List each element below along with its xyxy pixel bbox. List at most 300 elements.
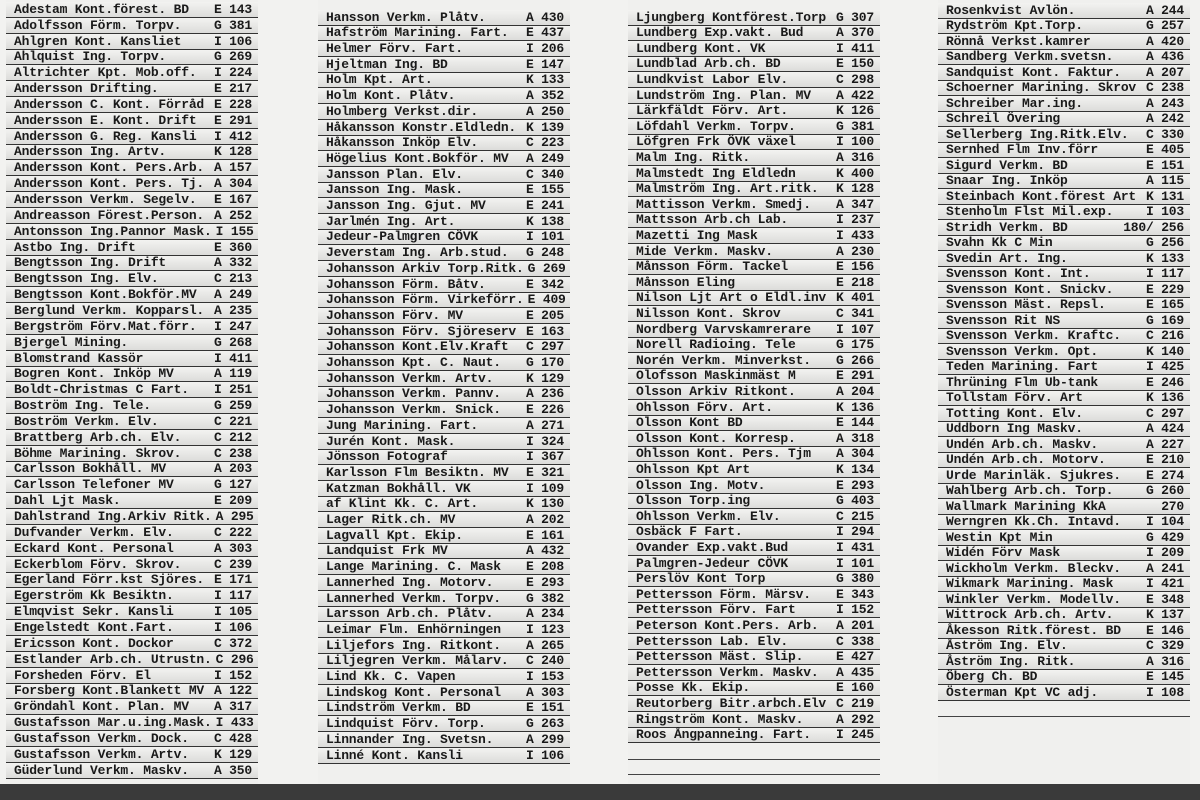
entry-code: C 338 [835, 633, 874, 649]
list-item [628, 260, 880, 276]
entry-code: A 318 [835, 430, 874, 446]
entry-name: Svahn Kk C Min [946, 235, 1053, 250]
list-item [6, 145, 258, 161]
list-item [318, 340, 570, 356]
list-item [628, 135, 880, 151]
entry-code: G 403 [835, 493, 874, 509]
entry-code: I 153 [525, 669, 564, 685]
entry-name: Dufvander Verkm. Elv. [14, 524, 174, 540]
entry-name: Lindskog Kont. Personal [326, 684, 501, 700]
list-item [318, 183, 570, 199]
list-item [318, 560, 570, 576]
entry-code: I 411 [213, 350, 252, 366]
scan-bottom-edge [0, 784, 1200, 800]
entry-name: Svensson Mäst. Repsl. [946, 297, 1106, 312]
list-item [938, 50, 1190, 66]
list-item [938, 143, 1190, 159]
entry-name: Lärkfäldt Förv. Art. [636, 103, 789, 119]
entry-name: Blomstrand Kassör [14, 350, 144, 366]
entry-name: Nordberg Varvskamrerare [636, 321, 811, 337]
entry-code: A 236 [525, 386, 564, 402]
list-item [318, 638, 570, 654]
entry-name: Snaar Ing. Inköp [946, 173, 1068, 188]
list-item [938, 670, 1190, 686]
directory-column-2 [318, 0, 570, 784]
entry-name: Andersson Ing. Artv. [14, 144, 167, 160]
directory-column-4 [938, 0, 1190, 784]
entry-name: Jansson Plan. Elv. [326, 166, 463, 182]
entry-name: Stenholm Flst Mil.exp. [946, 204, 1114, 219]
list-item [938, 623, 1190, 639]
list-item [318, 10, 570, 26]
list-item [938, 515, 1190, 531]
list-item [318, 293, 570, 309]
entry-name: Eckerblom Förv. Skrov. [14, 556, 182, 572]
entry-code: I 109 [525, 480, 564, 496]
entry-name: Werngren Kk.Ch. Intavd. [946, 514, 1121, 529]
entry-code: A 435 [835, 664, 874, 680]
entry-name: Månsson Förm. Tackel [636, 259, 789, 275]
entry-name: Mazetti Ing Mask [636, 227, 758, 243]
list-item [628, 197, 880, 213]
entry-code: K 133 [525, 72, 564, 88]
entry-code: I 106 [213, 619, 252, 635]
entry-name: Andersson Verkm. Segelv. [14, 192, 197, 208]
entry-code: A 303 [213, 540, 252, 556]
list-item [6, 192, 258, 208]
entry-code: C 297 [1145, 405, 1184, 421]
entry-name: Johansson Kont.Elv.Kraft [326, 339, 509, 355]
entry-name: Svensson Rit NS [946, 312, 1061, 328]
entry-name: Dahlstrand Ing.Arkiv Ritk. [14, 509, 212, 525]
entry-name: Forsberg Kont.Blankett MV [14, 683, 205, 699]
list-item [628, 119, 880, 135]
entry-name: Johansson Förm. Virkeförr. [326, 292, 524, 308]
list-item [628, 244, 880, 260]
list-item [938, 3, 1190, 19]
entry-code: E 167 [213, 192, 252, 208]
entry-code: A 235 [213, 302, 252, 318]
entry-code: G 307 [835, 9, 874, 25]
entry-name: Wahlberg Arb.ch. Torp. [946, 483, 1114, 498]
entry-name: Stridh Verkm. BD [946, 219, 1068, 235]
entry-code: E 145 [1145, 669, 1184, 684]
list-item [318, 104, 570, 120]
entry-name: Schreil Övering [946, 111, 1061, 126]
entry-name: Undén Arb.ch. Maskv. [946, 436, 1099, 452]
entry-code: I 237 [835, 212, 874, 228]
entry-code: E 343 [835, 586, 874, 602]
entry-name: Bogren Kont. Inköp MV [14, 366, 174, 382]
entry-code: A 202 [525, 512, 564, 528]
entry-name: Wikmark Marining. Mask [946, 576, 1114, 591]
entry-code: G 380 [835, 571, 874, 587]
entry-code: K 128 [213, 144, 252, 160]
entry-code: I 104 [1145, 514, 1184, 529]
entry-code: E 293 [835, 477, 874, 493]
entry-code: A 347 [835, 196, 874, 212]
entry-code: E 229 [1145, 281, 1184, 297]
directory-column-3 [628, 0, 880, 784]
entry-code: I 412 [213, 128, 252, 144]
list-item [938, 577, 1190, 593]
entry-code: C 340 [525, 166, 564, 182]
list-item [628, 88, 880, 104]
entry-code: A 249 [213, 287, 252, 303]
entry-name: Hafström Marining. Fart. [326, 25, 509, 41]
entry-name: Johansson Kpt. C. Naut. [326, 355, 501, 371]
list-item [938, 65, 1190, 81]
list-item [318, 355, 570, 371]
list-item [628, 728, 880, 744]
entry-name: Lange Marining. C. Mask [326, 559, 501, 575]
list-item [938, 236, 1190, 252]
list-item [318, 308, 570, 324]
entry-code: G 127 [213, 477, 252, 493]
entry-code: E 348 [1145, 591, 1184, 607]
list-item [628, 650, 880, 666]
entry-code: A 122 [213, 683, 252, 699]
entry-code: G 266 [835, 352, 874, 368]
entry-name: Perslöv Kont Torp [636, 571, 766, 587]
list-item [628, 462, 880, 478]
entry-code: A 299 [525, 731, 564, 747]
list-item [938, 81, 1190, 97]
entry-code: A 119 [213, 366, 252, 382]
entry-code: E 210 [1145, 452, 1184, 467]
entry-name: Johansson Verkm. Pannv. [326, 386, 501, 402]
list-item [938, 608, 1190, 624]
list-item [6, 129, 258, 145]
list-item [6, 271, 258, 287]
entry-name: Malmström Ing. Art.ritk. [636, 181, 819, 197]
entry-name: Westin Kpt Min [946, 529, 1053, 545]
entry-code: K 138 [525, 213, 564, 229]
entry-name: Pettersson Förm. Märsv. [636, 586, 811, 602]
entry-code: A 244 [1145, 2, 1184, 18]
entry-name: Johansson Förm. Båtv. [326, 276, 486, 292]
entry-name: Bengtsson Ing. Elv. [14, 271, 159, 287]
list-item [318, 277, 570, 293]
list-item [628, 104, 880, 120]
entry-code: A 115 [1145, 173, 1184, 188]
entry-code: I 224 [213, 65, 252, 81]
list-item [6, 525, 258, 541]
list-item [318, 198, 570, 214]
entry-code: K 129 [213, 746, 252, 762]
entry-code: I 152 [835, 602, 874, 618]
entry-code: I 421 [1145, 576, 1184, 591]
list-item [318, 371, 570, 387]
entry-name: Hansson Verkm. Plåtv. [326, 9, 486, 25]
list-item [6, 161, 258, 177]
entry-code: E 405 [1145, 142, 1184, 157]
entry-name: Sandquist Kont. Faktur. [946, 64, 1121, 80]
entry-name: Jarlmén Ing. Art. [326, 213, 456, 229]
entry-name: Ringström Kont. Maskv. [636, 711, 804, 727]
entry-code: A 420 [1145, 33, 1184, 49]
entry-name: Malmstedt Ing Eldledn [636, 165, 796, 181]
entry-code: E 218 [835, 274, 874, 290]
list-item [6, 462, 258, 478]
entry-code: G 381 [213, 17, 252, 33]
list-item [6, 699, 258, 715]
list-item [628, 634, 880, 650]
entry-code: C 213 [213, 271, 252, 287]
list-item [628, 182, 880, 198]
entry-code: G 175 [835, 337, 874, 353]
list-item [6, 81, 258, 97]
list-item [6, 335, 258, 351]
entry-name: Jeverstam Ing. Arb.stud. [326, 245, 509, 261]
entry-code: K 400 [835, 165, 874, 181]
entry-name: Norell Radioing. Tele [636, 337, 796, 353]
list-item [6, 557, 258, 573]
entry-name: Johansson Förv. MV [326, 307, 463, 323]
entry-code: I 155 [215, 223, 254, 239]
entry-name: Wallmark Marining KkA [946, 498, 1106, 514]
list-item [6, 97, 258, 113]
list-item [318, 136, 570, 152]
blank-ruled-line [628, 743, 880, 760]
list-item [6, 509, 258, 525]
entry-code: A 234 [525, 606, 564, 622]
entry-code: C 222 [213, 524, 252, 540]
list-item [628, 447, 880, 463]
entry-code: A 352 [525, 88, 564, 104]
list-item [628, 57, 880, 73]
list-item [6, 541, 258, 557]
list-item [318, 151, 570, 167]
list-item [6, 367, 258, 383]
entry-code: I 433 [215, 715, 254, 731]
list-item [628, 306, 880, 322]
entry-name: Lundblad Arb.ch. BD [636, 56, 781, 72]
entry-name: Berglund Verkm. Kopparsl. [14, 302, 205, 318]
list-item [6, 430, 258, 446]
entry-code: I 117 [1145, 266, 1184, 281]
entry-name: Lind Kk. C. Vapen [326, 669, 456, 685]
entry-code: A 252 [213, 207, 252, 223]
entry-name: Undén Arb.ch. Motorv. [946, 452, 1106, 467]
entry-code: K 129 [525, 370, 564, 386]
list-item [6, 414, 258, 430]
entry-code: K 136 [1145, 390, 1184, 405]
list-item [938, 189, 1190, 205]
entry-code: G 263 [525, 716, 564, 732]
list-item [6, 208, 258, 224]
list-item [318, 403, 570, 419]
list-item [938, 639, 1190, 655]
entry-code: E 161 [525, 527, 564, 543]
list-item [628, 665, 880, 681]
entry-code: C 372 [213, 635, 252, 651]
list-item [628, 603, 880, 619]
list-item [938, 298, 1190, 314]
entry-code: A 316 [1145, 653, 1184, 669]
list-item [318, 622, 570, 638]
entry-name: Johansson Verkm. Artv. [326, 370, 494, 386]
entry-name: Löfdahl Verkm. Torpv. [636, 118, 796, 134]
entry-name: Lindquist Förv. Torp. [326, 716, 486, 732]
entry-name: Andersson G. Reg. Kansli [14, 128, 197, 144]
entry-name: Rydström Kpt.Torp. [946, 18, 1083, 33]
entry-code: A 207 [1145, 64, 1184, 80]
entry-name: Elmqvist Sekr. Kansli [14, 604, 174, 620]
list-item [628, 587, 880, 603]
entry-code: A 230 [835, 243, 874, 259]
entry-code: A 204 [835, 383, 874, 399]
entry-code: E 274 [1145, 467, 1184, 483]
entry-code: G 256 [1145, 235, 1184, 250]
list-item [6, 50, 258, 66]
entry-name: Lannerhed Ing. Motorv. [326, 574, 494, 590]
entry-code: G 269 [527, 260, 566, 276]
entry-code: E 321 [525, 464, 564, 480]
list-item [628, 416, 880, 432]
entry-name: Jansson Ing. Mask. [326, 182, 463, 198]
entry-name: Forsheden Förv. El [14, 667, 151, 683]
list-item [938, 344, 1190, 360]
entry-code: I 209 [1145, 545, 1184, 560]
entry-code: A 317 [213, 699, 252, 715]
list-item [628, 696, 880, 712]
entry-code: E 144 [835, 415, 874, 431]
list-item [6, 763, 258, 779]
entry-code: I 152 [213, 667, 252, 683]
entry-name: Lundberg Exp.vakt. Bud [636, 25, 804, 41]
entry-name: Astbo Ing. Drift [14, 239, 136, 255]
list-item [6, 684, 258, 700]
list-item [628, 213, 880, 229]
entry-name: Posse Kk. Ekip. [636, 680, 751, 696]
entry-code: A 422 [835, 87, 874, 103]
entry-code: A 436 [1145, 49, 1184, 64]
list-item [318, 57, 570, 73]
entry-code: E 165 [1145, 297, 1184, 312]
entry-name: Gustafsson Mar.u.ing.Mask. [14, 715, 212, 731]
entry-name: Mide Verkm. Maskv. [636, 243, 773, 259]
list-item [628, 10, 880, 26]
list-item [6, 588, 258, 604]
list-item [628, 275, 880, 291]
list-item [628, 525, 880, 541]
entry-code: E 151 [1145, 157, 1184, 173]
list-item [938, 530, 1190, 546]
entry-name: Widén Förv Mask [946, 545, 1061, 560]
list-item [938, 546, 1190, 562]
list-item [938, 422, 1190, 438]
entry-code: K 133 [1145, 250, 1184, 266]
entry-code: K 131 [1145, 188, 1184, 204]
entry-name: Andersson Kont. Pers. Tj. [14, 176, 205, 192]
list-item [318, 575, 570, 591]
list-item [628, 400, 880, 416]
list-item [318, 450, 570, 466]
entry-name: Helmer Förv. Fart. [326, 41, 463, 57]
list-item [318, 26, 570, 42]
entry-code: A 203 [213, 461, 252, 477]
entry-code: C 329 [1145, 638, 1184, 653]
entry-code: G 259 [213, 398, 252, 414]
entry-name: Liljefors Ing. Ritkont. [326, 637, 501, 653]
entry-code: G 260 [1145, 483, 1184, 498]
entry-code: A 370 [835, 25, 874, 41]
entry-code: C 341 [835, 305, 874, 321]
entry-name: Åkesson Ritk.förest. BD [946, 622, 1121, 638]
entry-code: G 257 [1145, 18, 1184, 33]
entry-code: I 431 [835, 539, 874, 555]
list-item [318, 512, 570, 528]
entry-name: Rönnå Verkst.kamrer [946, 33, 1091, 49]
entry-name: Håkansson Inköp Elv. [326, 135, 479, 151]
entry-code: A 304 [835, 446, 874, 462]
list-item [6, 256, 258, 272]
entry-code: G 268 [213, 334, 252, 350]
list-item [6, 287, 258, 303]
list-item [318, 544, 570, 560]
entry-name: Landquist Frk MV [326, 543, 448, 559]
entry-name: Rosenkvist Avlön. [946, 2, 1076, 18]
list-item [938, 251, 1190, 267]
entry-name: Sigurd Verkm. BD [946, 157, 1068, 173]
entry-code: C 238 [1145, 80, 1184, 95]
entry-code: E 342 [525, 276, 564, 292]
list-item [6, 652, 258, 668]
entry-code: A 201 [835, 617, 874, 633]
list-item [6, 446, 258, 462]
entry-code: A 332 [213, 255, 252, 271]
entry-name: Ljungberg Kontförest.Torp [636, 9, 827, 25]
entry-name: Antonsson Ing.Pannor Mask. [14, 223, 212, 239]
list-item [6, 620, 258, 636]
entry-code: E 226 [525, 402, 564, 418]
entry-name: Malm Ing. Ritk. [636, 149, 751, 165]
entry-name: Olsson Kont. Korresp. [636, 430, 796, 446]
list-item [6, 747, 258, 763]
entry-name: Ahlquist Ing. Torpv. [14, 49, 167, 65]
entry-code: A 243 [1145, 95, 1184, 111]
entry-name: Svensson Verkm. Opt. [946, 343, 1099, 359]
entry-name: Håkansson Konstr.Eldledn. [326, 119, 517, 135]
entry-name: Schoerner Marining. Skrov [946, 80, 1137, 95]
entry-code: C 428 [213, 730, 252, 746]
entry-code: 180/ 256 [1123, 219, 1184, 235]
entry-name: Gustafsson Verkm. Artv. [14, 746, 189, 762]
entry-name: Urde Marinläk. Sjukres. [946, 467, 1121, 483]
entry-name: Güderlund Verkm. Maskv. [14, 762, 189, 778]
entry-name: Nilsson Kont. Skrov [636, 305, 781, 321]
entry-name: Steinbach Kont.förest Art [946, 188, 1137, 204]
entry-code: I 294 [835, 524, 874, 540]
entry-code: A 157 [213, 160, 252, 176]
list-item [6, 382, 258, 398]
entry-code: E 205 [525, 307, 564, 323]
entry-code: I 411 [835, 40, 874, 56]
entry-name: Larsson Arb.ch. Plåtv. [326, 606, 494, 622]
entry-code: E 150 [835, 56, 874, 72]
entry-code: C 223 [525, 135, 564, 151]
entry-code: C 219 [835, 695, 874, 711]
entry-code: E 427 [835, 649, 874, 665]
list-item [318, 701, 570, 717]
entry-name: Holm Kpt. Art. [326, 72, 433, 88]
entry-name: Sandberg Verkm.svetsn. [946, 49, 1114, 64]
list-item [318, 669, 570, 685]
entry-name: Totting Kont. Elv. [946, 405, 1083, 421]
list-item [938, 561, 1190, 577]
entry-code: G 382 [525, 590, 564, 606]
